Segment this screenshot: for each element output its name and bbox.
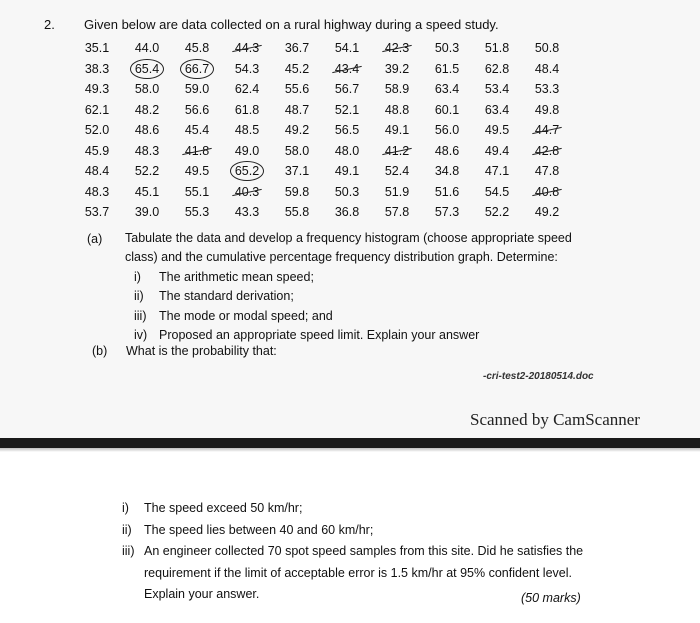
list-item — [122, 541, 583, 606]
list-item-text: The mode or modal speed; and — [159, 308, 333, 323]
part-a-label: (a) — [87, 232, 103, 246]
table-cell — [472, 161, 522, 182]
table-cell — [272, 182, 322, 203]
table-cell — [172, 161, 222, 182]
table-cell — [372, 161, 422, 182]
total-marks: (50 marks) — [521, 591, 581, 605]
table-cell — [322, 100, 372, 121]
table-cell — [422, 161, 472, 182]
table-cell — [422, 100, 472, 121]
table-cell — [72, 202, 122, 223]
table-cell — [372, 79, 422, 100]
table-cell — [272, 120, 322, 141]
part-a-line-1: Tabulate the data and develop a frequency histogram (choose appropriate speed — [125, 231, 572, 245]
struck-value: 41.2 — [384, 143, 410, 158]
table-cell — [122, 79, 172, 100]
speed-value: 49.3 — [84, 82, 110, 97]
table-cell — [172, 202, 222, 223]
speed-value: 49.5 — [484, 123, 510, 138]
table-cell — [72, 120, 122, 141]
part-a-text — [125, 229, 572, 267]
table-cell — [372, 38, 422, 59]
table-cell — [172, 79, 222, 100]
table-cell — [322, 202, 372, 223]
table-row — [72, 120, 572, 141]
table-cell — [222, 141, 272, 162]
table-cell — [472, 202, 522, 223]
speed-value: 49.8 — [534, 102, 560, 117]
table-row — [72, 161, 572, 182]
table-cell — [522, 161, 572, 182]
table-cell — [472, 38, 522, 59]
table-cell — [372, 141, 422, 162]
speed-value: 48.6 — [434, 143, 460, 158]
speed-value: 48.7 — [284, 102, 310, 117]
speed-value: 35.1 — [84, 41, 110, 56]
table-cell — [522, 120, 572, 141]
speed-value: 49.2 — [534, 205, 560, 220]
speed-value: 49.2 — [284, 123, 310, 138]
list-item-number: iii) — [134, 308, 147, 323]
table-cell — [172, 120, 222, 141]
table-row — [72, 100, 572, 121]
speed-value: 36.7 — [284, 41, 310, 56]
speed-value: 58.0 — [284, 143, 310, 158]
speed-value: 49.5 — [184, 164, 210, 179]
table-cell — [522, 59, 572, 80]
part-b-list — [122, 498, 583, 606]
speed-value: 49.0 — [234, 143, 260, 158]
scanner-watermark: Scanned by CamScanner — [470, 410, 640, 429]
table-cell — [122, 182, 172, 203]
table-cell — [222, 182, 272, 203]
speed-value: 48.2 — [134, 102, 160, 117]
table-cell — [122, 59, 172, 80]
speed-value: 52.0 — [84, 123, 110, 138]
speed-value: 52.2 — [134, 164, 160, 179]
table-cell — [272, 79, 322, 100]
struck-value: 44.7 — [534, 123, 560, 138]
speed-value: 60.1 — [434, 102, 460, 117]
table-cell — [322, 141, 372, 162]
table-cell — [472, 141, 522, 162]
table-cell — [272, 161, 322, 182]
speed-value: 48.5 — [234, 123, 260, 138]
speed-value: 56.0 — [434, 123, 460, 138]
table-cell — [322, 182, 372, 203]
speed-value: 61.5 — [434, 61, 460, 76]
table-cell — [322, 38, 372, 59]
speed-value: 62.4 — [234, 82, 260, 97]
question-number: 2. — [44, 17, 55, 32]
list-item-number: iii) — [122, 544, 135, 558]
table-cell — [422, 120, 472, 141]
speed-value: 49.1 — [384, 123, 410, 138]
speed-value: 49.1 — [334, 164, 360, 179]
speed-value: 48.4 — [84, 164, 110, 179]
speed-value: 52.4 — [384, 164, 410, 179]
speed-value: 51.6 — [434, 184, 460, 199]
speed-value: 52.2 — [484, 205, 510, 220]
table-cell — [522, 38, 572, 59]
speed-value: 39.2 — [384, 61, 410, 76]
speed-value: 39.0 — [134, 205, 160, 220]
list-item-text: The arithmetic mean speed; — [159, 270, 314, 284]
table-cell — [72, 100, 122, 121]
list-item-text: Proposed an appropriate speed limit. Explain your answer — [159, 327, 480, 342]
struck-value: 43.4 — [334, 61, 360, 76]
speed-value: 57.3 — [434, 205, 460, 220]
speed-value: 59.8 — [284, 184, 310, 199]
speed-value: 53.3 — [534, 82, 560, 97]
speed-value: 52.1 — [334, 102, 360, 117]
speed-value: 37.1 — [284, 164, 310, 179]
speed-value: 50.3 — [334, 184, 360, 199]
file-name-footer: -cri-test2-20180514.doc — [483, 371, 594, 382]
speed-value: 34.8 — [434, 164, 460, 179]
speed-value: 45.4 — [184, 123, 210, 138]
list-item-number: i) — [134, 270, 141, 284]
table-cell — [322, 161, 372, 182]
table-cell — [122, 202, 172, 223]
part-a-list — [134, 268, 479, 345]
table-cell — [372, 202, 422, 223]
circled-value: 65.2 — [234, 164, 260, 179]
table-row — [72, 79, 572, 100]
table-cell — [72, 79, 122, 100]
circled-value: 65.4 — [134, 61, 160, 76]
table-cell — [372, 182, 422, 203]
speed-value: 38.3 — [84, 61, 110, 76]
table-cell — [122, 161, 172, 182]
speed-value: 48.0 — [334, 143, 360, 158]
table-cell — [422, 59, 472, 80]
table-cell — [522, 202, 572, 223]
speed-value: 53.7 — [84, 205, 110, 220]
page-divider-shadow — [0, 448, 700, 452]
table-cell — [72, 141, 122, 162]
table-cell — [172, 100, 222, 121]
table-cell — [72, 38, 122, 59]
speed-value: 63.4 — [434, 82, 460, 97]
speed-value: 58.9 — [384, 82, 410, 97]
table-row — [72, 202, 572, 223]
speed-value: 48.3 — [134, 143, 160, 158]
speed-value: 45.8 — [184, 41, 210, 56]
table-cell — [472, 182, 522, 203]
speed-value: 49.4 — [484, 143, 510, 158]
table-cell — [372, 59, 422, 80]
struck-value: 40.8 — [534, 184, 560, 199]
speed-value: 50.3 — [434, 41, 460, 56]
struck-value: 41.8 — [184, 143, 210, 158]
table-cell — [322, 120, 372, 141]
table-cell — [522, 79, 572, 100]
table-cell — [472, 120, 522, 141]
list-item-text: requirement if the limit of acceptable error is 1.5 km/hr at 95% confident level. — [144, 565, 572, 580]
table-cell — [222, 161, 272, 182]
table-cell — [122, 141, 172, 162]
list-item-text: The speed exceed 50 km/hr; — [144, 501, 303, 515]
table-row — [72, 141, 572, 162]
speed-value: 55.1 — [184, 184, 210, 199]
table-cell — [222, 100, 272, 121]
list-item-number: iv) — [134, 327, 148, 342]
table-cell — [172, 182, 222, 203]
list-item — [134, 307, 479, 326]
list-item-text: Explain your answer. — [144, 587, 260, 601]
speed-value: 62.8 — [484, 61, 510, 76]
table-cell — [372, 100, 422, 121]
part-a-line-2: class) and the cumulative percentage frequency distribution graph. Determine: — [125, 250, 558, 264]
speed-value: 48.4 — [534, 61, 560, 76]
table-cell — [322, 59, 372, 80]
list-item — [134, 268, 479, 287]
table-cell — [272, 202, 322, 223]
table-cell — [422, 202, 472, 223]
speed-value: 44.0 — [134, 41, 160, 56]
speed-value: 47.8 — [534, 164, 560, 179]
table-cell — [522, 182, 572, 203]
speed-value: 53.4 — [484, 82, 510, 97]
list-item — [122, 520, 583, 542]
speed-value: 45.9 — [84, 143, 110, 158]
speed-value: 51.9 — [384, 184, 410, 199]
page-divider — [0, 438, 700, 448]
table-cell — [172, 59, 222, 80]
table-cell — [222, 38, 272, 59]
table-cell — [372, 120, 422, 141]
speed-value: 54.5 — [484, 184, 510, 199]
speed-value: 54.3 — [234, 61, 260, 76]
table-cell — [522, 100, 572, 121]
speed-value: 45.2 — [284, 61, 310, 76]
speed-value: 54.1 — [334, 41, 360, 56]
table-cell — [72, 161, 122, 182]
part-b-text: What is the probability that: — [126, 344, 277, 358]
struck-value: 42.3 — [384, 41, 410, 56]
speed-value: 48.6 — [134, 123, 160, 138]
table-cell — [472, 79, 522, 100]
speed-value: 48.8 — [384, 102, 410, 117]
table-cell — [172, 141, 222, 162]
table-cell — [122, 100, 172, 121]
struck-value: 44.3 — [234, 41, 260, 56]
speed-value: 55.8 — [284, 205, 310, 220]
table-cell — [422, 79, 472, 100]
part-b-label: (b) — [92, 344, 108, 358]
speed-value: 63.4 — [484, 102, 510, 117]
table-cell — [422, 141, 472, 162]
list-item — [134, 287, 479, 306]
list-item-number: ii) — [134, 289, 144, 304]
speed-value: 61.8 — [234, 102, 260, 117]
table-cell — [272, 59, 322, 80]
table-cell — [222, 79, 272, 100]
speed-value: 50.8 — [534, 41, 560, 56]
table-cell — [122, 38, 172, 59]
table-cell — [272, 38, 322, 59]
list-item — [134, 326, 479, 345]
circled-value: 66.7 — [184, 61, 210, 76]
struck-value: 42.8 — [534, 143, 560, 158]
table-cell — [422, 182, 472, 203]
speed-value: 43.3 — [234, 205, 260, 220]
table-cell — [172, 38, 222, 59]
table-cell — [72, 59, 122, 80]
speed-data-table — [72, 38, 572, 223]
speed-value: 55.6 — [284, 82, 310, 97]
table-cell — [122, 120, 172, 141]
speed-value: 62.1 — [84, 102, 110, 117]
speed-value: 56.7 — [334, 82, 360, 97]
speed-value: 56.6 — [184, 102, 210, 117]
speed-value: 45.1 — [134, 184, 160, 199]
table-cell — [72, 182, 122, 203]
speed-value: 55.3 — [184, 205, 210, 220]
speed-value: 58.0 — [134, 82, 160, 97]
table-row — [72, 38, 572, 59]
table-cell — [222, 59, 272, 80]
table-cell — [322, 79, 372, 100]
speed-value: 59.0 — [184, 82, 210, 97]
speed-value: 51.8 — [484, 41, 510, 56]
table-row — [72, 59, 572, 80]
table-cell — [272, 100, 322, 121]
question-intro: Given below are data collected on a rural highway during a speed study. — [84, 17, 499, 32]
list-item — [122, 498, 583, 520]
speed-value: 48.3 — [84, 184, 110, 199]
speed-value: 36.8 — [334, 205, 360, 220]
table-cell — [472, 59, 522, 80]
table-cell — [272, 141, 322, 162]
speed-value: 47.1 — [484, 164, 510, 179]
struck-value: 40.3 — [234, 184, 260, 199]
table-cell — [522, 141, 572, 162]
list-item-number: ii) — [122, 522, 132, 537]
list-item-text: The speed lies between 40 and 60 km/hr; — [144, 522, 374, 537]
table-row — [72, 182, 572, 203]
table-cell — [222, 202, 272, 223]
list-item-text: The standard derivation; — [159, 289, 294, 304]
list-item-text: An engineer collected 70 spot speed samples from this site. Did he satisfies the — [144, 544, 584, 558]
list-item-number: i) — [122, 501, 129, 515]
table-cell — [472, 100, 522, 121]
speed-value: 56.5 — [334, 123, 360, 138]
speed-value: 57.8 — [384, 205, 410, 220]
table-cell — [422, 38, 472, 59]
table-cell — [222, 120, 272, 141]
